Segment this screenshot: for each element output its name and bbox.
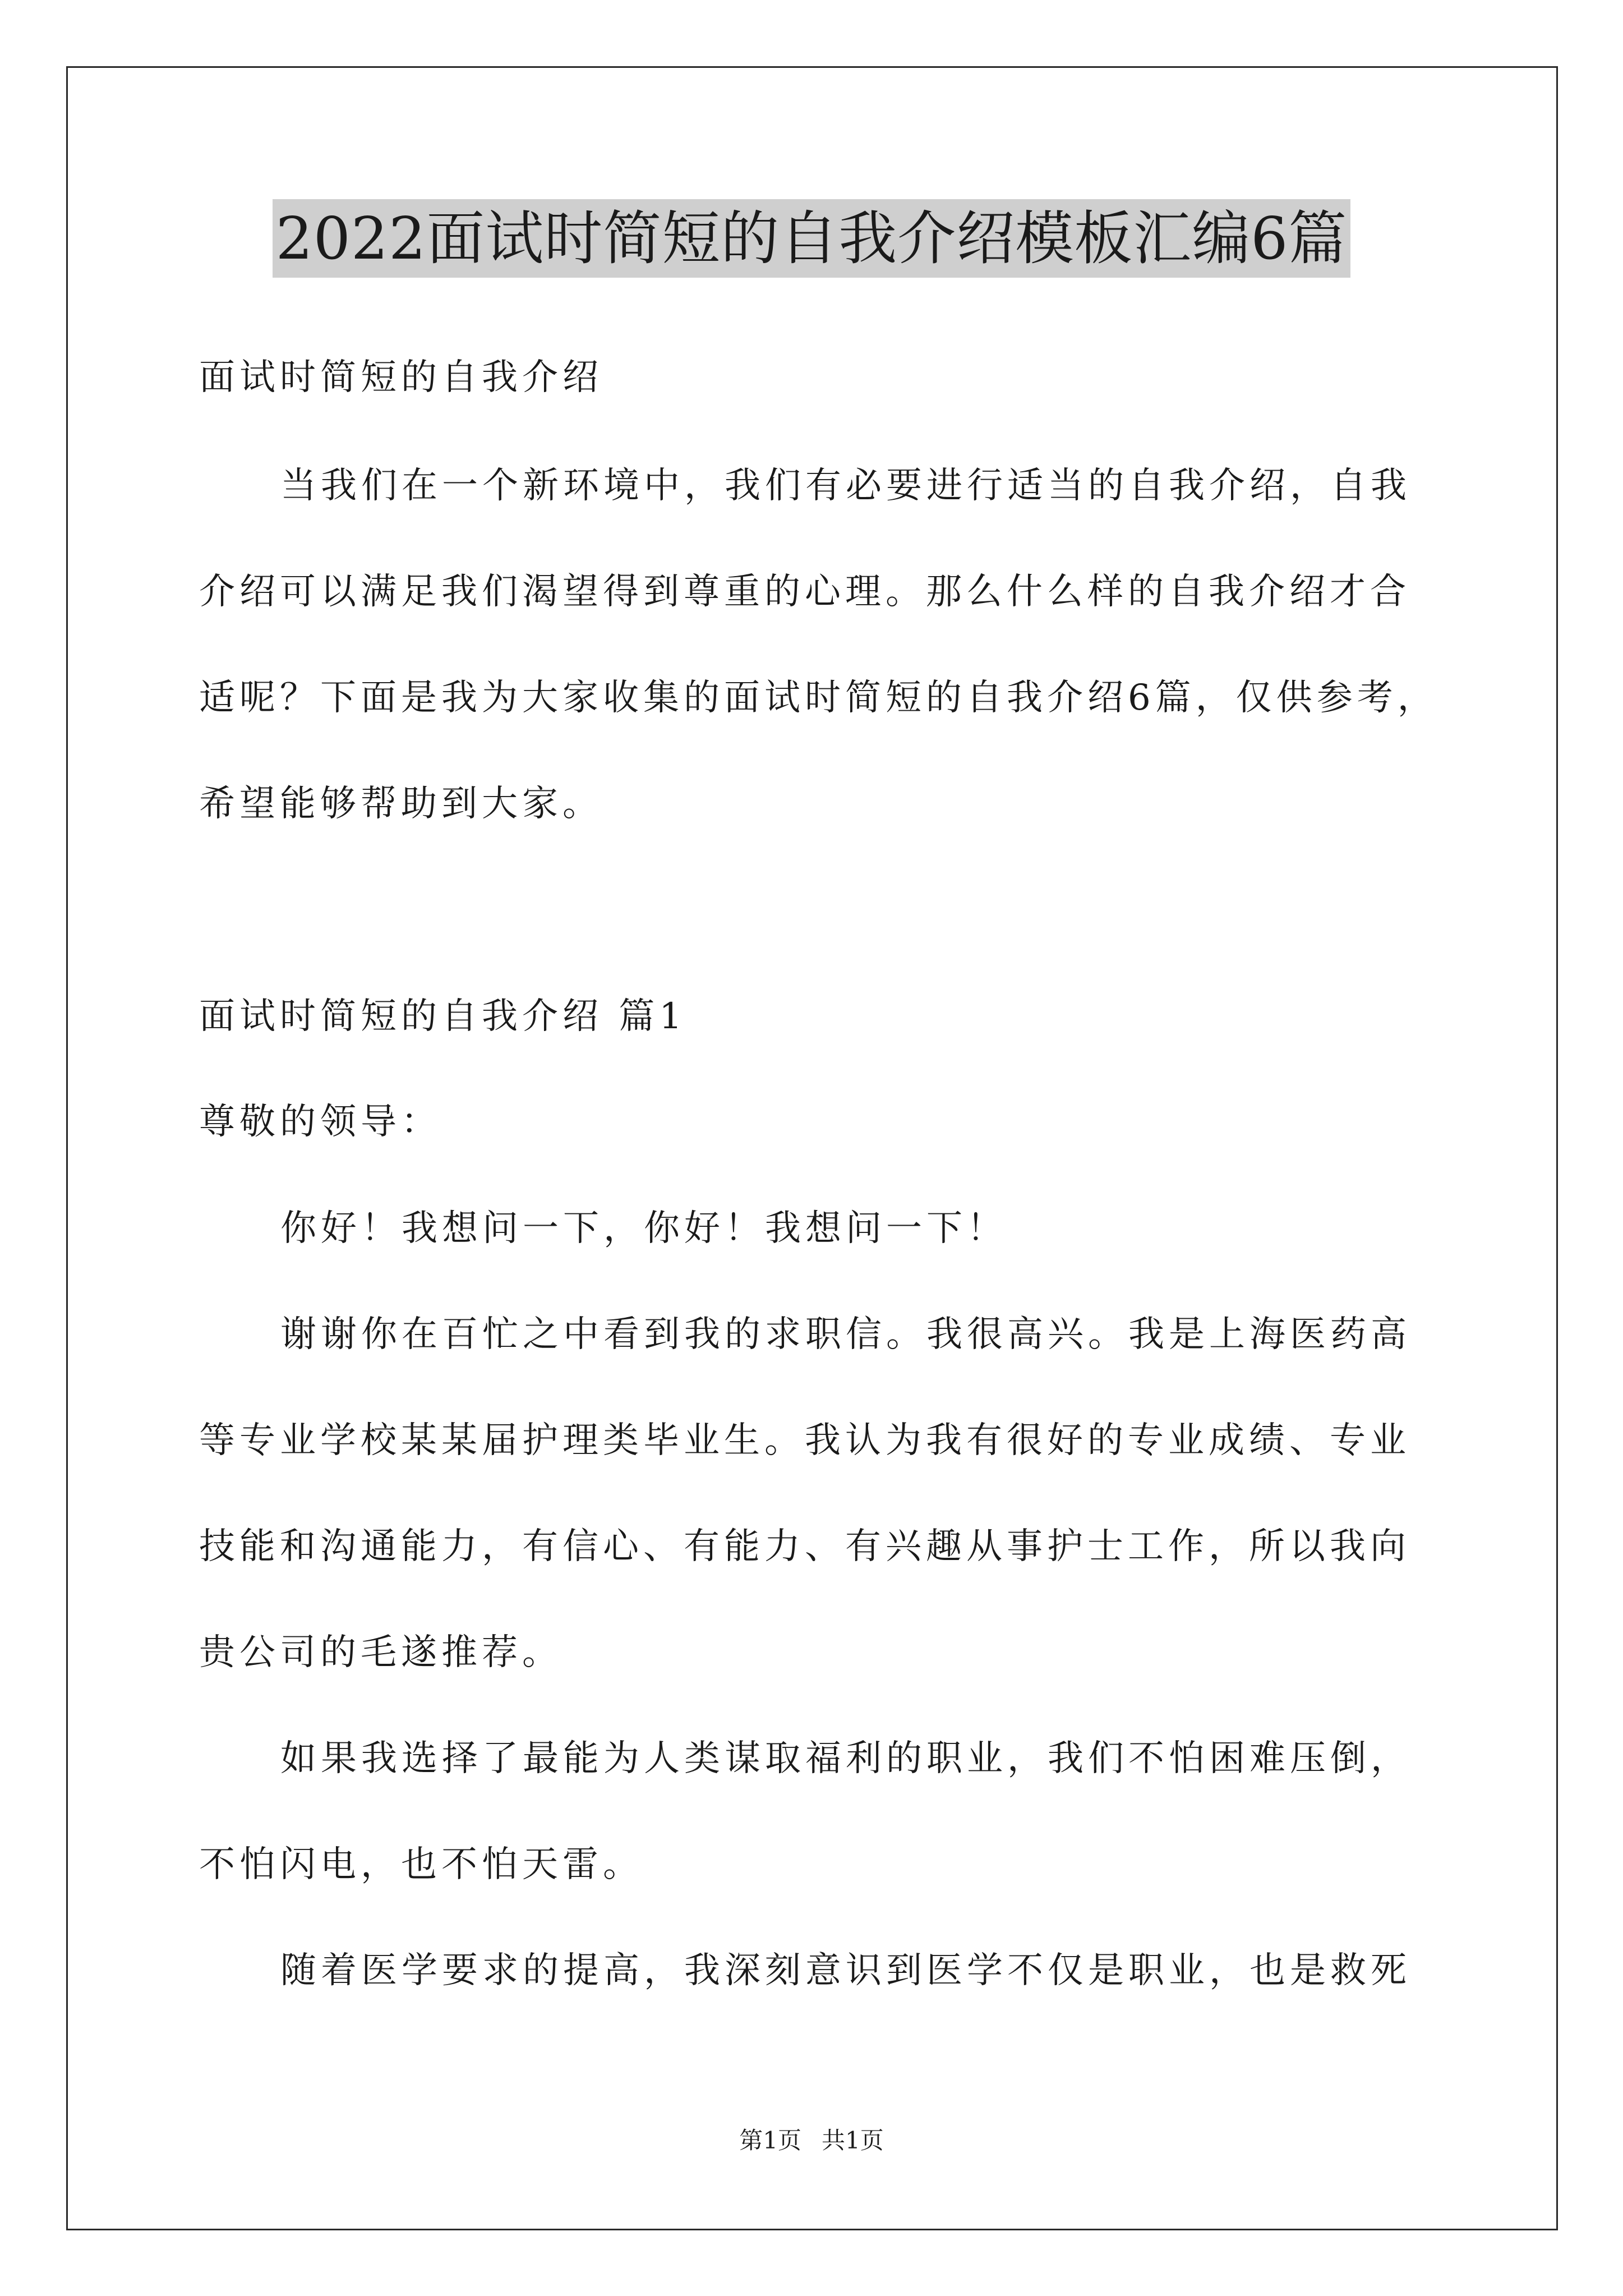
intro-line: 介绍可以满足我们渴望得到尊重的心理。那么什么样的自我介绍才合 — [199, 571, 1410, 613]
body-line: 不怕闪电，也不怕天雷。 — [199, 1844, 643, 1885]
body-line: 谢谢你在百忙之中看到我的求职信。我很高兴。我是上海医药高 — [280, 1314, 1411, 1355]
section-heading: 面试时简短的自我介绍 — [199, 357, 603, 398]
body-line: 贵公司的毛遂推荐。 — [199, 1632, 562, 1673]
document-title: 2022面试时简短的自我介绍模板汇编6篇 — [273, 199, 1351, 278]
body-line: 你好！我想问一下，你好！我想问一下！ — [280, 1208, 1007, 1249]
body-line: 等专业学校某某届护理类毕业生。我认为我有很好的专业成绩、专业 — [199, 1420, 1410, 1461]
page-number: 第1页 — [739, 2127, 801, 2154]
intro-line: 希望能够帮助到大家。 — [199, 783, 603, 825]
page-footer — [0, 2125, 1623, 2156]
intro-line: 当我们在一个新环境中，我们有必要进行适当的自我介绍，自我 — [280, 465, 1411, 507]
body-line: 技能和沟通能力，有信心、有能力、有兴趣从事护士工作，所以我向 — [199, 1526, 1410, 1567]
intro-line: 适呢？下面是我为大家收集的面试时简短的自我介绍6篇，仅供参考， — [199, 677, 1438, 719]
salutation: 尊敬的领导： — [199, 1101, 441, 1143]
body-line: 如果我选择了最能为人类谋取福利的职业，我们不怕困难压倒， — [280, 1738, 1411, 1779]
page-total: 共1页 — [822, 2127, 884, 2154]
article-heading: 面试时简短的自我介绍 篇1 — [199, 996, 687, 1037]
title-container — [0, 199, 1623, 278]
body-line: 随着医学要求的提高，我深刻意识到医学不仅是职业，也是救死 — [280, 1950, 1411, 1991]
